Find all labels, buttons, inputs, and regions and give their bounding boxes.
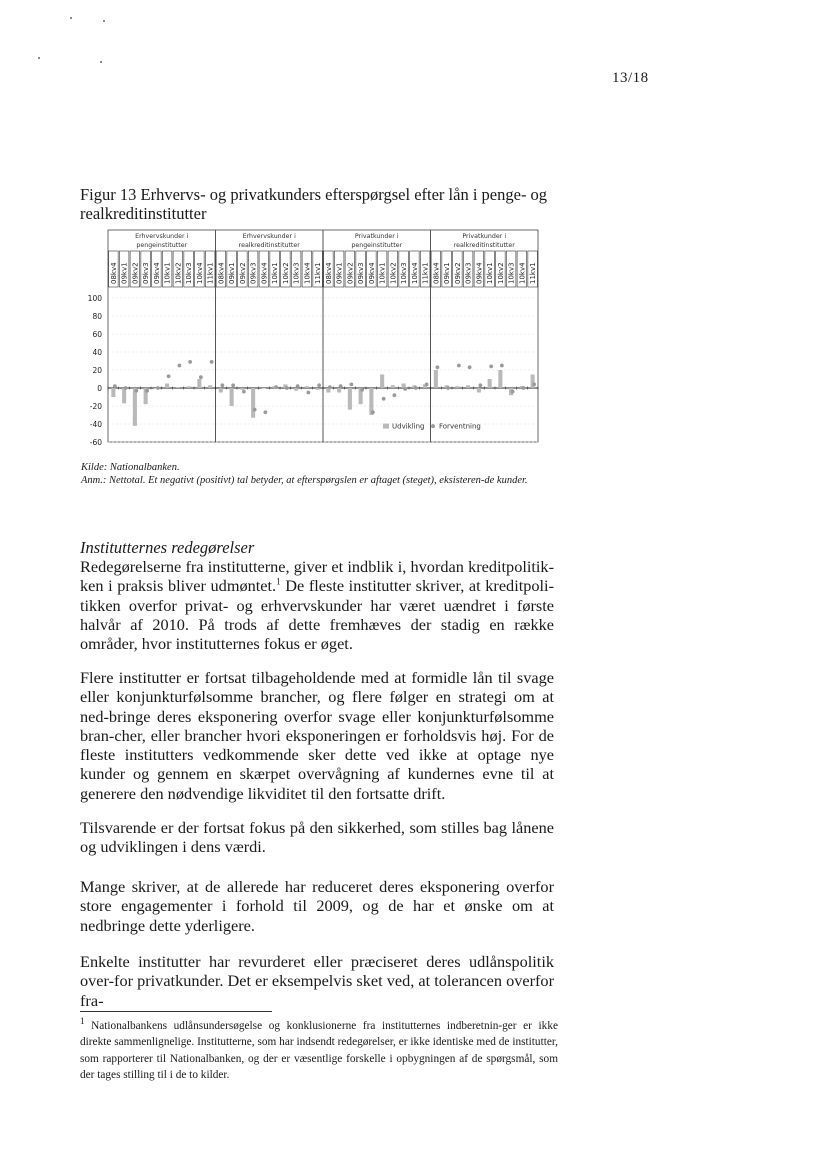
x-tick-label: 10kv3 [400, 262, 409, 284]
bar-udvikling [466, 385, 470, 388]
bar-udvikling [434, 370, 438, 388]
dot-forventning [220, 383, 224, 387]
dot-forventning [199, 375, 203, 379]
dot-forventning [511, 390, 515, 394]
x-tick-label: 10kv1 [378, 262, 387, 284]
y-tick-label: 60 [92, 330, 102, 339]
x-tick-label: 09kv4 [367, 262, 376, 284]
section-label: Privatkunder i [354, 233, 399, 240]
paragraph-1-text-a: Redegørelserne fra institutterne, giver et indblik i, hvordan kreditpolitik-ken i praksis bliver udmøntet. [80, 557, 554, 596]
bar-udvikling [176, 387, 180, 388]
dot-forventning [124, 386, 128, 390]
bar-udvikling [337, 388, 341, 393]
y-tick-label: 20 [92, 366, 102, 375]
dot-forventning [500, 364, 504, 368]
dot-forventning [263, 410, 267, 414]
figure-title: Figur 13 Erhvervs- og privatkunders efterspørgsel efter lån i penge- og realkreditinstitutter [80, 185, 548, 223]
dot-forventning [296, 384, 300, 388]
bar-udvikling [262, 388, 266, 389]
dot-forventning [242, 390, 246, 394]
paragraph-2: Flere institutter er fortsat tilbageholdende med at formidle lån til svage eller konjunkturfølsomme brancher, og flere følger en strategi om at ned-bringe deres eksponering overfor svage eller konjunkturfølsomme bran-cher, eller brancher hvori eksponeringen er forholdsvis høj. For de fleste institutters vedkommende sker dette ved ikke at optage nye kunder og gennem en skærpet overvågning af kundernes evne til at generere den nødvendige likviditet til den fortsatte drift. [80, 668, 554, 803]
section-label: Erhvervskunder i [135, 233, 189, 240]
x-tick-label: 10kv3 [185, 262, 194, 284]
dot-forventning [274, 385, 278, 389]
y-tick-label: 80 [92, 312, 102, 321]
bar-udvikling [477, 388, 481, 393]
bar-udvikling [498, 370, 502, 388]
x-tick-label: 09kv4 [260, 262, 269, 284]
x-tick-label: 10kv3 [507, 262, 516, 284]
x-tick-label: 09kv3 [464, 262, 473, 284]
section-label: Privatkunder i [462, 233, 507, 240]
dot-forventning [403, 387, 407, 391]
x-tick-label: 09kv4 [475, 262, 484, 284]
x-tick-label: 09kv2 [238, 262, 247, 284]
x-tick-label: 09kv3 [142, 262, 151, 284]
bar-udvikling [251, 388, 255, 418]
bar-udvikling [187, 386, 191, 388]
bar-udvikling [348, 388, 352, 410]
bar-udvikling [219, 388, 223, 393]
x-tick-label: 10kv2 [281, 262, 290, 284]
figure-annotation: Anm.: Nettotal. Et negativt (positivt) tal betyder, at efterspørgslen er aftaget (steget), eksisteren-de kunder. [81, 475, 528, 486]
footnote-reference: 1 [276, 576, 281, 587]
y-tick-label: 100 [87, 294, 102, 303]
page-number: 13/18 [612, 70, 649, 86]
scan-speck [38, 57, 40, 59]
bar-udvikling [455, 386, 459, 388]
bar-udvikling [488, 379, 492, 388]
x-tick-label: 10kv2 [389, 262, 398, 284]
paragraph-1 [80, 557, 554, 653]
x-tick-label: 11kv1 [421, 262, 430, 284]
y-tick-label: 40 [92, 348, 102, 357]
x-tick-label: 08kv4 [217, 262, 226, 284]
x-tick-label: 10kv2 [496, 262, 505, 284]
dot-forventning [188, 360, 192, 364]
dot-forventning [167, 374, 171, 378]
dot-forventning [113, 384, 117, 388]
bar-udvikling [294, 388, 298, 391]
dot-forventning [231, 383, 235, 387]
x-tick-label: 10kv4 [518, 262, 527, 284]
dot-forventning [306, 391, 310, 395]
dot-forventning [145, 389, 149, 393]
x-tick-label: 08kv4 [432, 262, 441, 284]
legend-label-forventning: Forventning [439, 422, 481, 431]
bar-udvikling [316, 388, 320, 390]
dot-forventning [134, 389, 138, 393]
section-label: pengeinstitutter [351, 242, 403, 249]
paragraph-5: Enkelte institutter har revurderet eller præciseret deres udlånspolitik over-for privatkunder. Det er eksempelvis sket ved, at tolerancen overfor fra- [80, 952, 554, 1010]
x-tick-label: 09kv3 [357, 262, 366, 284]
bar-udvikling [197, 379, 201, 388]
bar-udvikling [240, 388, 244, 390]
x-tick-label: 09kv3 [249, 262, 258, 284]
bar-udvikling [391, 385, 395, 388]
dot-forventning [177, 364, 181, 368]
dot-forventning [435, 365, 439, 369]
dot-forventning [478, 383, 482, 387]
scan-speck [70, 17, 72, 19]
dot-forventning [446, 386, 450, 390]
x-tick-label: 10kv1 [486, 262, 495, 284]
y-tick-label: -20 [89, 402, 102, 411]
bar-udvikling [305, 386, 309, 388]
x-tick-label: 09kv1 [228, 262, 237, 284]
dot-forventning [339, 384, 343, 388]
x-tick-label: 09kv1 [443, 262, 452, 284]
x-tick-label: 10kv4 [303, 262, 312, 284]
x-tick-label: 09kv1 [335, 262, 344, 284]
legend-swatch-forventning [431, 424, 435, 428]
dot-forventning [285, 386, 289, 390]
x-tick-label: 08kv4 [324, 262, 333, 284]
bar-udvikling [111, 388, 115, 397]
dot-forventning [392, 393, 396, 397]
section-label: realkreditinstitutter [238, 242, 300, 249]
x-tick-label: 10kv4 [410, 262, 419, 284]
dot-forventning [156, 386, 160, 390]
dot-forventning [425, 383, 429, 387]
bar-udvikling [380, 375, 384, 389]
x-tick-label: 11kv1 [529, 262, 538, 284]
figure-source-note [81, 461, 556, 487]
x-tick-label: 09kv2 [346, 262, 355, 284]
dot-forventning [210, 360, 214, 364]
x-tick-label: 11kv1 [206, 262, 215, 284]
dot-forventning [489, 365, 493, 369]
dot-forventning [371, 410, 375, 414]
x-tick-label: 09kv1 [120, 262, 129, 284]
footnote-marker: 1 [80, 1016, 85, 1027]
x-tick-label: 10kv2 [174, 262, 183, 284]
dot-forventning [532, 383, 536, 387]
y-tick-label: -40 [89, 420, 102, 429]
dot-forventning [253, 408, 257, 412]
x-tick-label: 09kv2 [131, 262, 140, 284]
demand-chart [78, 226, 546, 458]
x-tick-label: 08kv4 [109, 262, 118, 284]
bar-udvikling [165, 384, 169, 389]
scan-speck [103, 20, 105, 22]
x-tick-label: 11kv1 [314, 262, 323, 284]
dot-forventning [457, 364, 461, 368]
dot-forventning [360, 388, 364, 392]
bar-udvikling [208, 385, 212, 388]
section-label: realkreditinstitutter [453, 242, 515, 249]
section-label: Erhvervskunder i [242, 233, 296, 240]
section-label: pengeinstitutter [136, 242, 188, 249]
footnote-text: Nationalbankens udlånsundersøgelse og konklusionerne fra institutternes indberetnin-ger er ikke direkte sammenlignelige. Institutterne, som har indsendt redegørelser, er ikke identiske med de institutter, som rapporterer til Nationalbanken, og der er væsentlige forskelle i opbygningen af de spørgsmål, som der tages stilling til i de to kilder. [80, 1020, 558, 1081]
x-tick-label: 10kv4 [195, 262, 204, 284]
dot-forventning [317, 383, 321, 387]
y-tick-label: 0 [97, 384, 102, 393]
bar-udvikling [122, 388, 126, 403]
dot-forventning [328, 385, 332, 389]
dot-forventning [349, 383, 353, 387]
paragraph-1-text-b: De fleste institutter skriver, at kreditpoli-tikken overfor privat- og erhvervskunder har været uændret i første halvår af 2010. På trods af dette fremhæves der stadig en række områder, hvor institutternes fokus er øget. [80, 576, 554, 654]
scan-speck [100, 61, 102, 63]
section-heading: Institutternes redegørelser [80, 538, 255, 557]
x-tick-label: 10kv1 [271, 262, 280, 284]
dot-forventning [414, 386, 418, 390]
footnote-separator [80, 1011, 272, 1012]
legend-label-udvikling: Udvikling [392, 422, 425, 431]
x-tick-label: 10kv3 [292, 262, 301, 284]
dot-forventning [521, 386, 525, 390]
footnote [80, 1018, 558, 1083]
x-tick-label: 10kv1 [163, 262, 172, 284]
y-tick-label: -60 [89, 438, 102, 447]
x-tick-label: 09kv2 [453, 262, 462, 284]
paragraph-4: Mange skriver, at de allerede har reduceret deres eksponering overfor store engagementer i forhold til 2009, og de har et ønske om at nedbringe dette yderligere. [80, 877, 554, 935]
bar-udvikling [133, 388, 137, 426]
x-tick-label: 09kv4 [152, 262, 161, 284]
dot-forventning [382, 397, 386, 401]
figure-source: Kilde: Nationalbanken. [81, 462, 180, 473]
paragraph-3: Tilsvarende er der fortsat fokus på den sikkerhed, som stilles bag lånene og udviklingen i dens værdi. [80, 818, 554, 857]
bar-udvikling [230, 388, 234, 406]
dot-forventning [468, 365, 472, 369]
legend-swatch-udvikling [383, 424, 389, 429]
